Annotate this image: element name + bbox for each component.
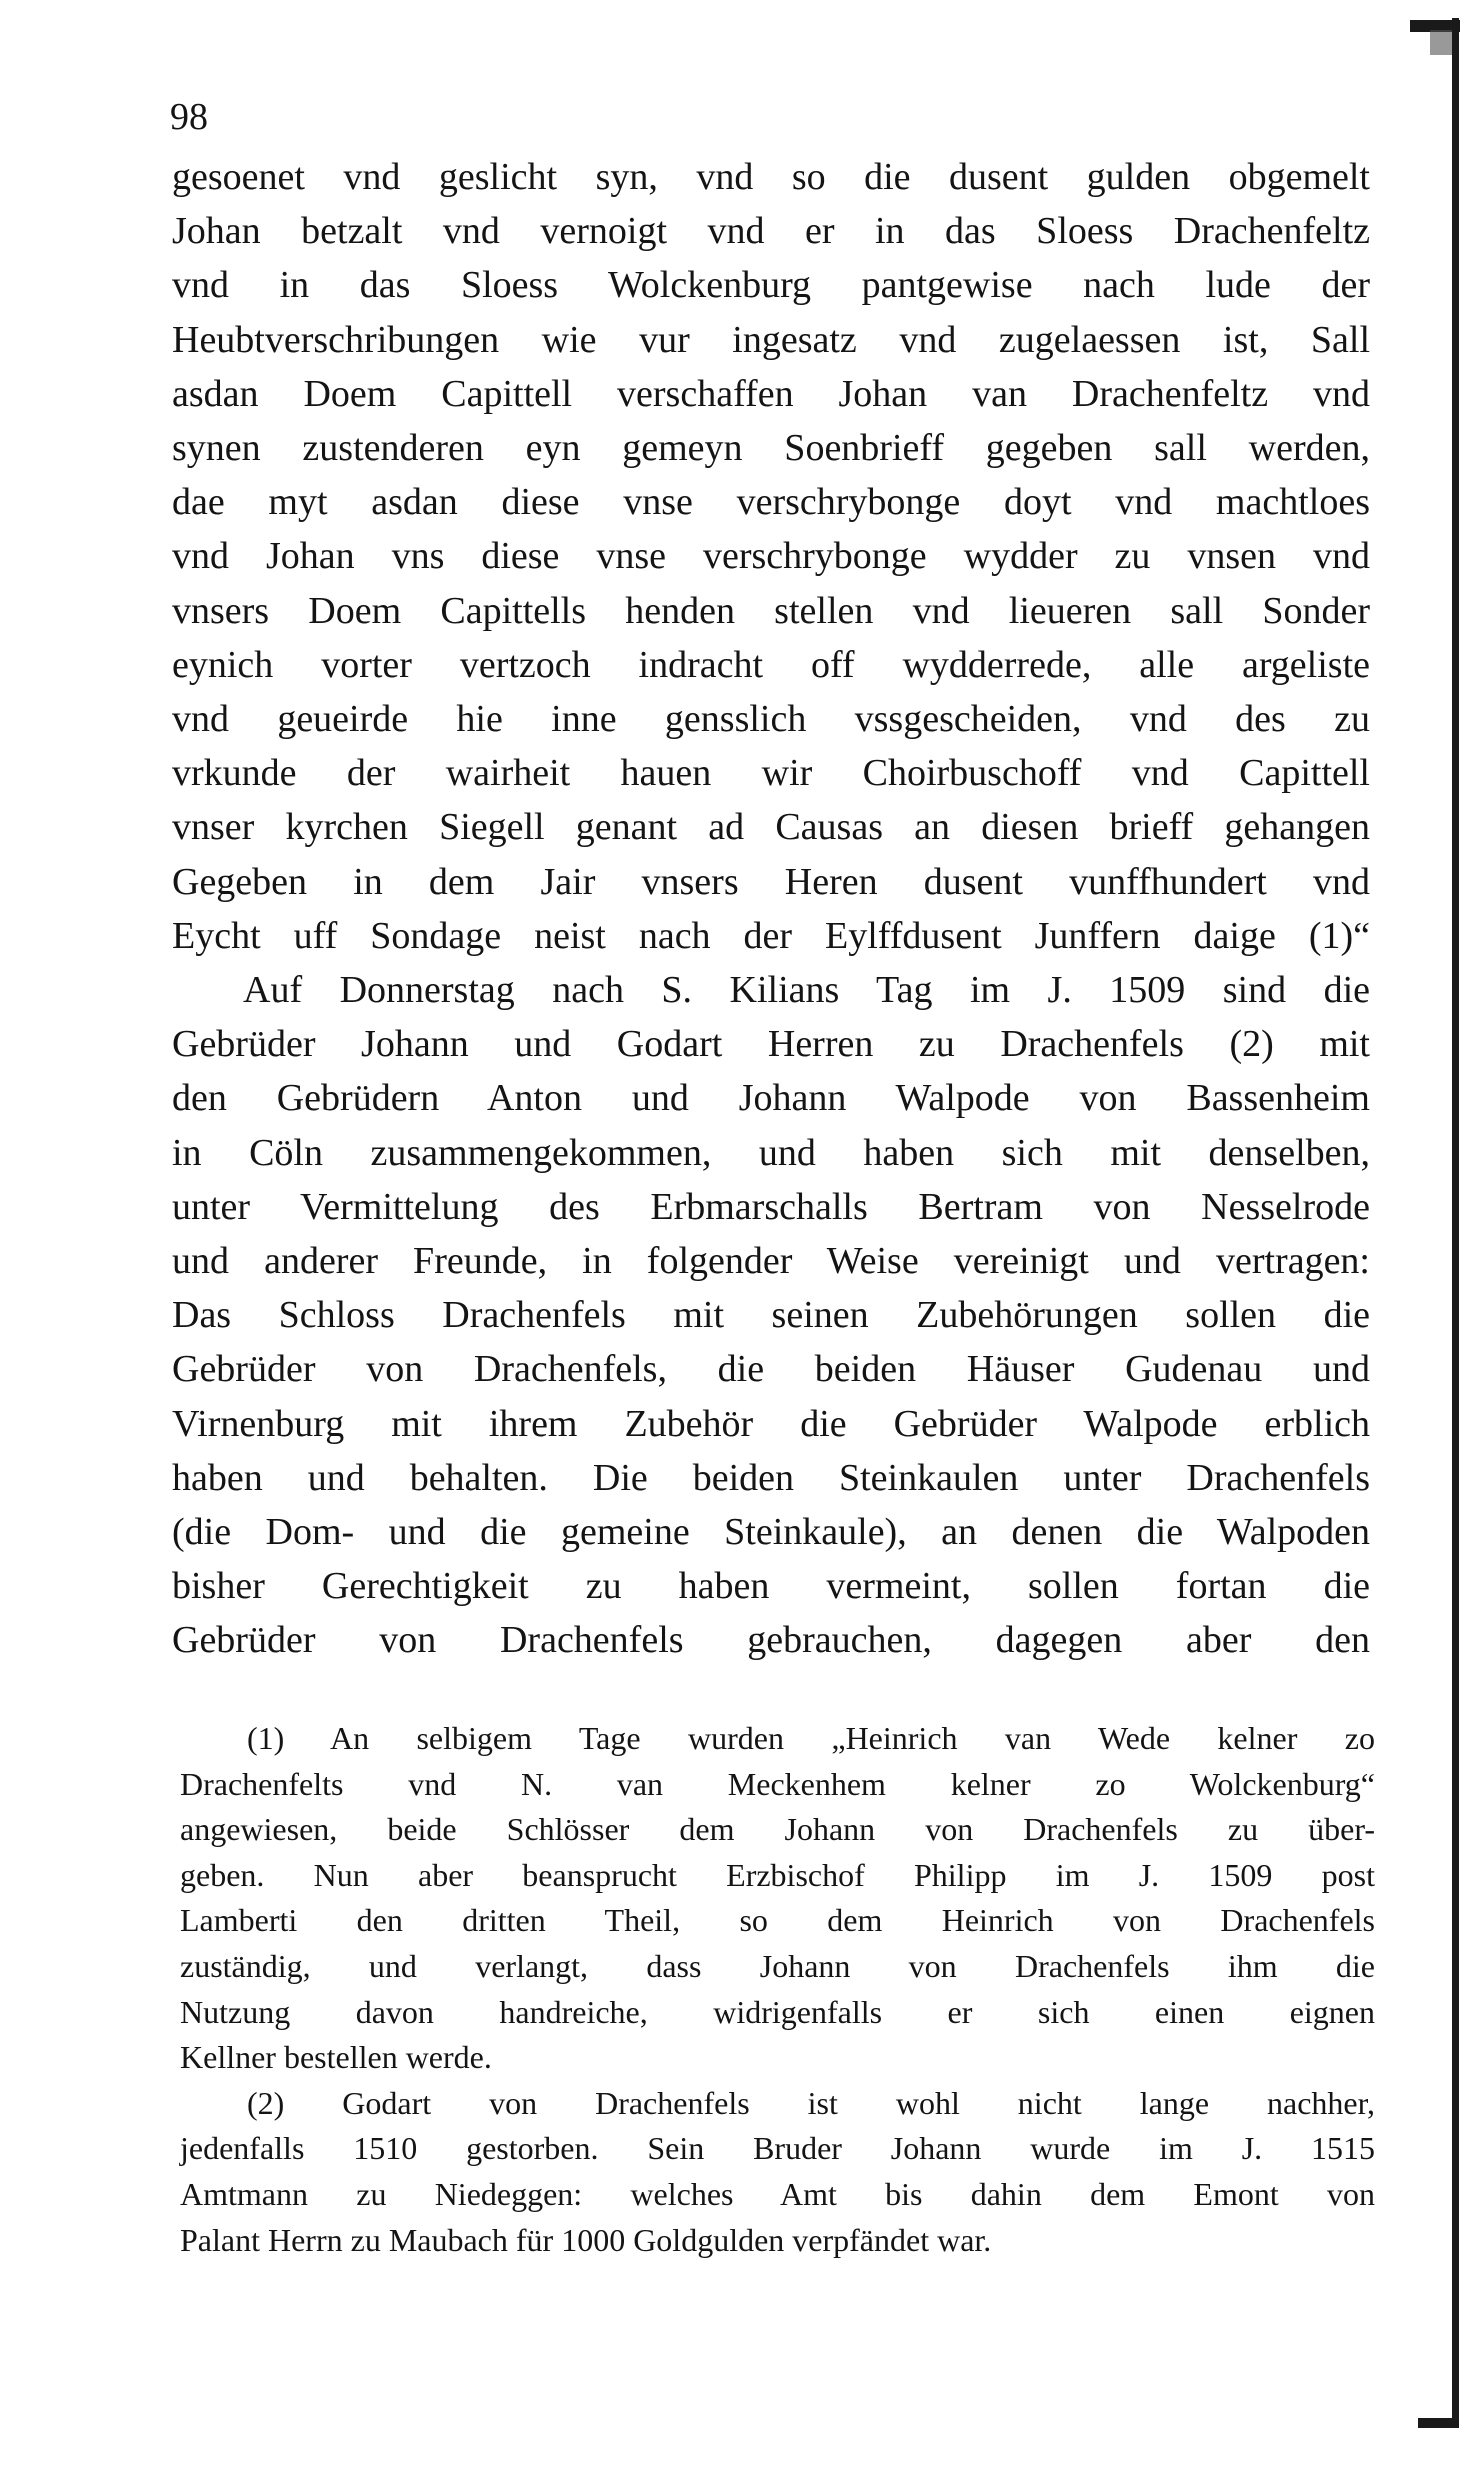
scan-edge-smudge [1430,30,1452,55]
main-text-line: vnd in das Sloess Wolckenburg pantgewise nach lude der [172,264,1370,307]
main-text-line: unter Vermittelung des Erbmarschalls Bertram von Nesselrode [172,1185,1370,1228]
main-text-line: synen zustenderen eyn gemeyn Soenbrieff gegeben sall werden, [172,427,1370,469]
main-text-line: Gebrüder von Drachenfels, die beiden Häuser Gudenau und [172,1348,1370,1391]
main-text-line: Gebrüder Johann und Godart Herren zu Drachenfels (2) mit [172,1023,1370,1066]
footnote-line: Nutzung davon handreiche, widrigenfalls er sich einen eignen [180,1993,1375,2030]
main-text-line: Virnenburg mit ihrem Zubehör die Gebrüder Walpode erblich [172,1402,1370,1445]
footnote-line: Amtmann zu Niedeggen: welches Amt bis dahin dem Emont von [180,2176,1375,2212]
main-text-line: (die Dom- und die gemeine Steinkaule), an denen die Walpoden [172,1511,1370,1553]
main-text-line: vnd geueirde hie inne gensslich vssgescheiden, vnd des zu [172,698,1370,740]
main-text-line: vnd Johan vns diese vnse verschrybonge wydder zu vnsen vnd [172,535,1370,578]
footnote-line: Palant Herrn zu Maubach für 1000 Goldgulden verpfändet war. [180,2221,992,2258]
footnote-line: Lamberti den dritten Theil, so dem Heinrich von Drachenfels [180,1902,1375,1939]
main-text-line: Gebrüder von Drachenfels gebrauchen, dagegen aber den [172,1619,1370,1662]
footnote-line: geben. Nun aber beansprucht Erzbischof Philipp im J. 1509 post [180,1856,1375,1893]
main-text-line: in Cöln zusammengekommen, und haben sich mit denselben, [172,1131,1370,1174]
footnote-line: (2) Godart von Drachenfels ist wohl nicht lange nachher, [247,2084,1375,2121]
footnote-line: (1) An selbigem Tage wurden „Heinrich van Wede kelner zo [247,1720,1375,1756]
main-text-line: vnser kyrchen Siegell genant ad Causas an diesen brieff gehangen [172,806,1370,849]
main-text-line: Das Schloss Drachenfels mit seinen Zubehörungen sollen die [172,1294,1370,1337]
main-text-line: Heubtverschribungen wie vur ingesatz vnd zugelaessen ist, Sall [172,318,1370,361]
main-text-line: eynich vorter vertzoch indracht off wydderrede, alle argeliste [172,643,1370,686]
main-text-line: vrkunde der wairheit hauen wir Choirbuschoff vnd Capittell [172,752,1370,795]
main-text-line: Gegeben in dem Jair vnsers Heren dusent vunffhundert vnd [172,860,1370,903]
scan-edge-line [1452,18,1459,2428]
main-text-line: asdan Doem Capittell verschaffen Johan van Drachenfeltz vnd [172,372,1370,415]
main-text-line: und anderer Freunde, in folgender Weise vereinigt und vertragen: [172,1240,1370,1282]
footnote-line: angewiesen, beide Schlösser dem Johann von Drachenfels zu über- [180,1811,1375,1848]
main-text-line: den Gebrüdern Anton und Johann Walpode von Bassenheim [172,1077,1370,1120]
main-text-line: haben und behalten. Die beiden Steinkaulen unter Drachenfels [172,1456,1370,1499]
main-text-line: Johan betzalt vnd vernoigt vnd er in das Sloess Drachenfeltz [172,210,1370,253]
main-text-line: gesoenet vnd geslicht syn, vnd so die dusent gulden obgemelt [172,156,1370,198]
main-text-line: dae myt asdan diese vnse verschrybonge doyt vnd machtloes [172,481,1370,524]
page-number: 98 [170,96,208,138]
scan-edge-mark-bottom [1418,2418,1459,2428]
footnote-line: zuständig, und verlangt, dass Johann von Drachenfels ihm die [180,1948,1375,1984]
footnote-line: jedenfalls 1510 gestorben. Sein Bruder Johann wurde im J. 1515 [180,2130,1375,2167]
main-text-line: bisher Gerechtigkeit zu haben vermeint, sollen fortan die [172,1565,1370,1608]
footnote-line: Kellner bestellen werde. [180,2039,492,2076]
main-text-line: vnsers Doem Capittells henden stellen vnd lieueren sall Sonder [172,589,1370,632]
main-text-line: Eycht uff Sondage neist nach der Eylffdusent Junffern daige (1)“ [172,914,1370,957]
main-text-line: Auf Donnerstag nach S. Kilians Tag im J. 1509 sind die [243,969,1370,1011]
footnote-line: Drachenfelts vnd N. van Meckenhem kelner zo Wolckenburg“ [180,1765,1375,1802]
